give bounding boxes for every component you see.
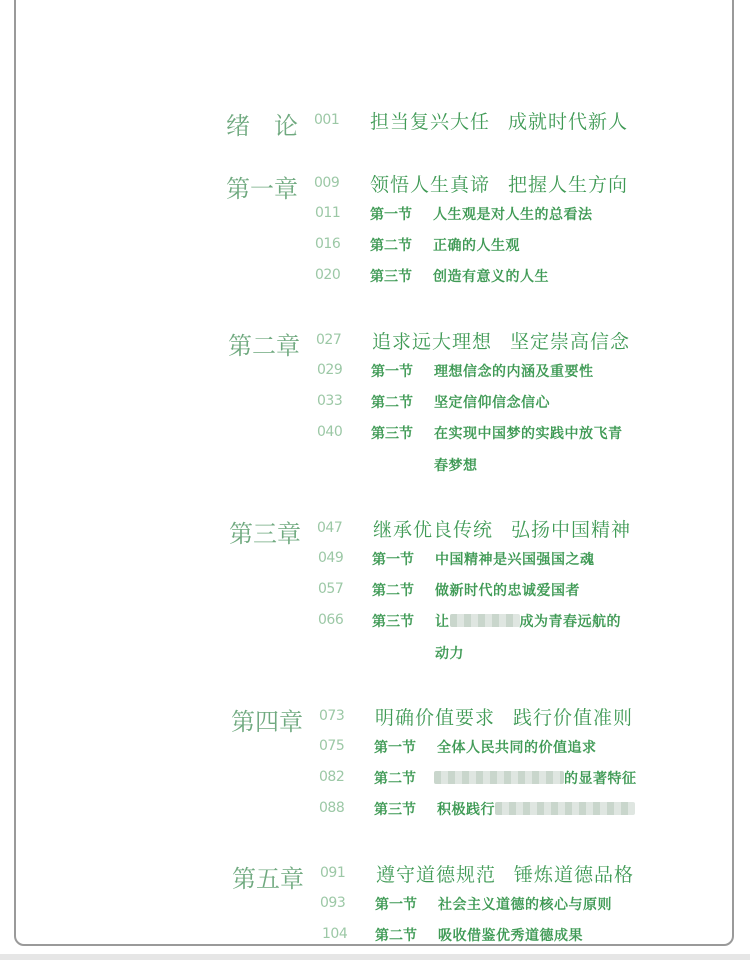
ch3-title bbox=[373, 515, 631, 542]
ch1-s3-title: 创造有意义的人生 bbox=[433, 269, 549, 285]
prologue-page: 001 bbox=[314, 112, 340, 128]
ch2-title bbox=[372, 327, 630, 354]
ch2-s2-title: 坚定信仰信念信心 bbox=[434, 395, 550, 411]
ch4-title-b: 践行价值准则 bbox=[513, 707, 634, 729]
ch2-page: 027 bbox=[316, 332, 342, 348]
ch5-s1-label: 第一节 bbox=[375, 897, 417, 913]
ch1-s3-label: 第三节 bbox=[370, 269, 412, 285]
ch2-s2-page: 033 bbox=[317, 393, 343, 409]
ch5-s2-title: 吸收借鉴优秀道德成果 bbox=[438, 928, 583, 944]
ch5-s1-page: 093 bbox=[320, 895, 346, 911]
ch3-s3-title-pre: 让 bbox=[435, 614, 450, 630]
redacted-text bbox=[495, 802, 635, 815]
ch3-s3-title-post: 成为青春远航的 bbox=[519, 614, 621, 630]
ch4-s1-page: 075 bbox=[319, 738, 345, 754]
ch2-s3-title: 在实现中国梦的实践中放飞青 bbox=[434, 426, 623, 442]
prologue-label: 绪 论 bbox=[226, 112, 298, 140]
ch4-label: 第四章 bbox=[231, 708, 303, 736]
ch4-s3-page: 088 bbox=[319, 800, 345, 816]
redacted-text bbox=[450, 614, 520, 627]
ch5-s2-page: 104 bbox=[322, 926, 348, 942]
ch3-page: 047 bbox=[317, 520, 343, 536]
ch1-s2-label: 第二节 bbox=[370, 238, 412, 254]
ch4-s3-title-pre: 积极践行 bbox=[437, 802, 495, 818]
ch2-s1-label: 第一节 bbox=[371, 364, 413, 380]
ch4-title-a: 明确价值要求 bbox=[375, 707, 496, 729]
ch4-s2-title-post: 的显著特征 bbox=[564, 771, 637, 787]
ch1-title bbox=[370, 170, 628, 197]
ch1-s1-page: 011 bbox=[315, 205, 341, 221]
ch3-s2-title: 做新时代的忠诚爱国者 bbox=[435, 583, 580, 599]
ch2-title-b: 坚定崇高信念 bbox=[510, 331, 631, 353]
prologue-title-b: 成就时代新人 bbox=[508, 111, 629, 133]
ch4-s1-title: 全体人民共同的价值追求 bbox=[437, 740, 597, 756]
ch2-s1-page: 029 bbox=[317, 362, 343, 378]
ch5-s1-title: 社会主义道德的核心与原则 bbox=[438, 897, 612, 913]
ch3-s3-title-cont: 动力 bbox=[435, 646, 464, 662]
ch2-s3-title-cont: 春梦想 bbox=[434, 458, 478, 474]
ch5-page: 091 bbox=[320, 865, 346, 881]
ch3-label: 第三章 bbox=[229, 520, 301, 548]
ch4-title bbox=[375, 703, 633, 730]
ch4-s3-label: 第三节 bbox=[374, 802, 416, 818]
ch3-s3-title bbox=[435, 611, 621, 631]
ch3-title-a: 继承优良传统 bbox=[373, 519, 494, 541]
ch3-s2-label: 第二节 bbox=[372, 583, 414, 599]
ch4-s2-page: 082 bbox=[319, 769, 345, 785]
ch1-s3-page: 020 bbox=[315, 267, 341, 283]
ch4-s1-label: 第一节 bbox=[374, 740, 416, 756]
ch5-label: 第五章 bbox=[232, 865, 304, 893]
ch3-s2-page: 057 bbox=[318, 581, 344, 597]
ch2-s1-title: 理想信念的内涵及重要性 bbox=[434, 364, 594, 380]
prologue-title-a: 担当复兴大任 bbox=[370, 111, 491, 133]
redacted-text bbox=[434, 771, 564, 784]
ch2-s3-label: 第三节 bbox=[371, 426, 413, 442]
ch2-s3-page: 040 bbox=[317, 424, 343, 440]
ch1-page: 009 bbox=[314, 175, 340, 191]
ch4-s2-label: 第二节 bbox=[374, 771, 416, 787]
ch3-s1-title: 中国精神是兴国强国之魂 bbox=[435, 552, 595, 568]
ch3-s1-page: 049 bbox=[318, 550, 344, 566]
ch2-s2-label: 第二节 bbox=[371, 395, 413, 411]
ch3-s3-page: 066 bbox=[318, 612, 344, 628]
ch3-s3-label: 第三节 bbox=[372, 614, 414, 630]
prologue-title bbox=[370, 107, 628, 134]
ch5-s2-label: 第二节 bbox=[375, 928, 417, 944]
ch1-s1-title: 人生观是对人生的总看法 bbox=[433, 207, 593, 223]
ch1-s2-page: 016 bbox=[315, 236, 341, 252]
ch4-s3-title bbox=[437, 799, 635, 819]
ch1-title-b: 把握人生方向 bbox=[508, 174, 629, 196]
bottom-strip bbox=[0, 954, 750, 960]
ch4-s2-title bbox=[434, 768, 637, 788]
ch5-title-a: 遵守道德规范 bbox=[376, 864, 497, 886]
ch2-label: 第二章 bbox=[228, 332, 300, 360]
ch3-s1-label: 第一节 bbox=[372, 552, 414, 568]
ch1-s2-title: 正确的人生观 bbox=[433, 238, 520, 254]
ch1-s1-label: 第一节 bbox=[370, 207, 412, 223]
ch3-title-b: 弘扬中国精神 bbox=[511, 519, 632, 541]
ch5-title-b: 锤炼道德品格 bbox=[514, 864, 635, 886]
ch1-label: 第一章 bbox=[226, 175, 298, 203]
ch4-page: 073 bbox=[319, 708, 345, 724]
ch5-title bbox=[376, 860, 634, 887]
ch2-title-a: 追求远大理想 bbox=[372, 331, 493, 353]
ch1-title-a: 领悟人生真谛 bbox=[370, 174, 491, 196]
